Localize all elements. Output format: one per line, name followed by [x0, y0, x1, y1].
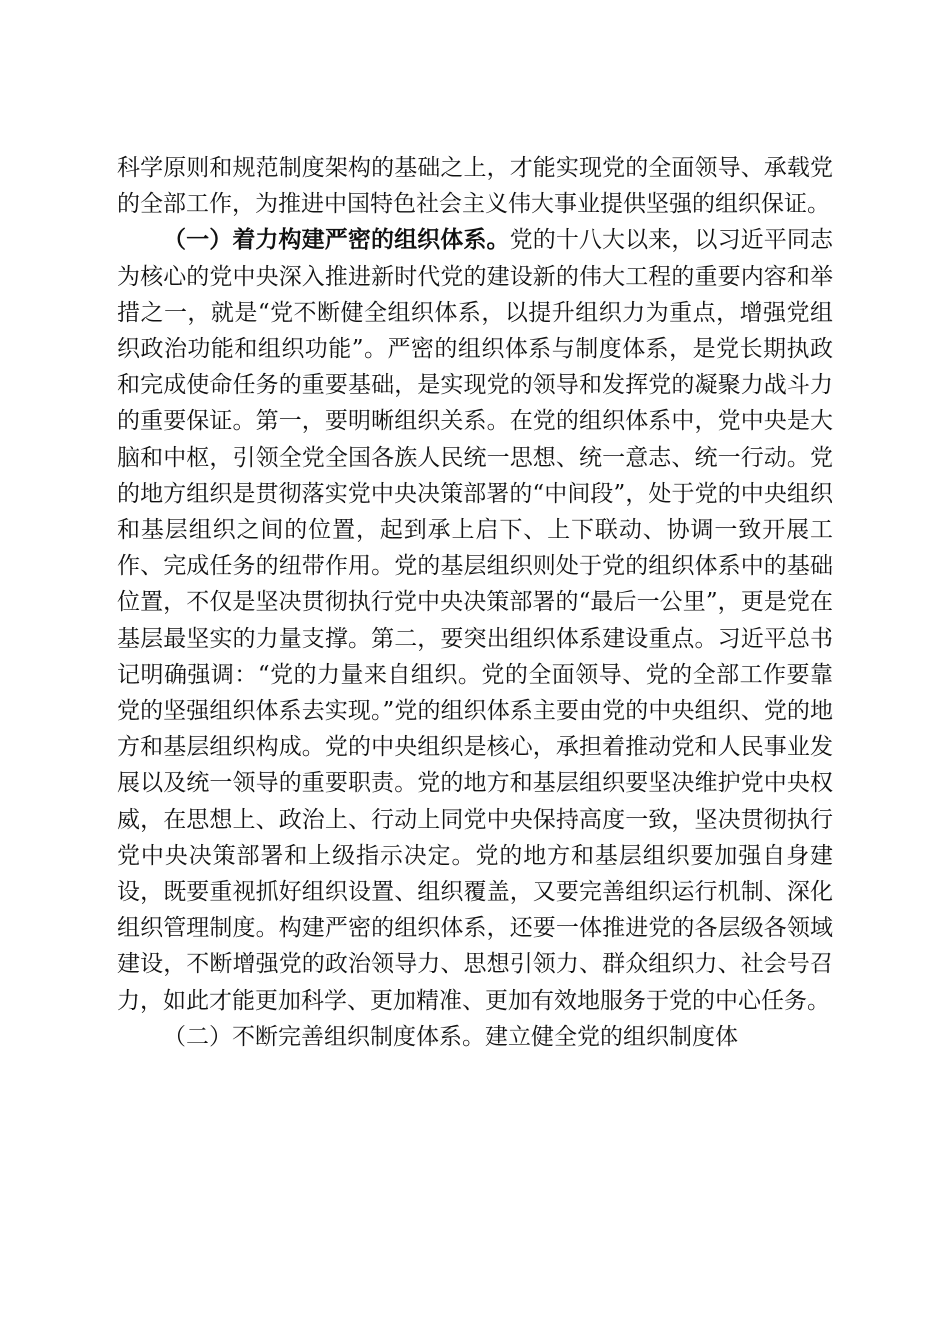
- paragraph-continuation: [117, 150, 833, 222]
- paragraph-section-1: [117, 222, 833, 1018]
- paragraph-section-2: [117, 1019, 833, 1055]
- paragraph-body: 科学原则和规范制度架构的基础之上，才能实现党的全面领导、承载党的全部工作，为推进中国特色社会主义伟大事业提供坚强的组织保证。: [117, 155, 833, 218]
- paragraph-body: 建立健全党的组织制度体: [485, 1023, 738, 1050]
- document-body: [117, 150, 833, 1055]
- paragraph-body: 党的十八大以来，以习近平同志为核心的党中央深入推进新时代党的建设新的伟大工程的重要内容和举措之一，就是“党不断健全组织体系，以提升组织力为重点，增强党组织政治功能和组织功能”。严密的组织体系与制度体系，是党长期执政和完成使命任务的重要基础，是实现党的领导和发挥党的凝聚力战斗力的重要保证。第一，要明晰组织关系。在党的组织体系中，党中央是大脑和中枢，引领全党全国各族人民统一思想、统一意志、统一行动。党的地方组织是贯彻落实党中央决策部署的“中间段”，处于党的中央组织和基层组织之间的位置，起到承上启下、上下联动、协调一致开展工作、完成任务的纽带作用。党的基层组织则处于党的组织体系中的基础位置，不仅是坚决贯彻执行党中央决策部署的“最后一公里”，更是党在基层最坚实的力量支撑。第二，要突出组织体系建设重点。习近平总书记明确强调：“党的力量来自组织。党的全面领导、党的全部工作要靠党的坚强组织体系去实现。”党的组织体系主要由党的中央组织、党的地方和基层组织构成。党的中央组织是核心，承担着推动党和人民事业发展以及统一领导的重要职责。党的地方和基层组织要坚决维护党中央权威，在思想上、政治上、行动上同党中央保持高度一致，坚决贯彻执行党中央决策部署和上级指示决定。党的地方和基层组织要加强自身建设，既要重视抓好组织设置、组织覆盖，又要完善组织运行机制、深化组织管理制度。构建严密的组织体系，还要一体推进党的各层级各领域建设，不断增强党的政治领导力、思想引领力、群众组织力、社会号召力，如此才能更加科学、更加精准、更加有效地服务于党的中心任务。: [117, 227, 834, 1014]
- section-heading: （二）不断完善组织制度体系。: [163, 1023, 485, 1050]
- section-heading: （一）着力构建严密的组织体系。: [163, 226, 510, 254]
